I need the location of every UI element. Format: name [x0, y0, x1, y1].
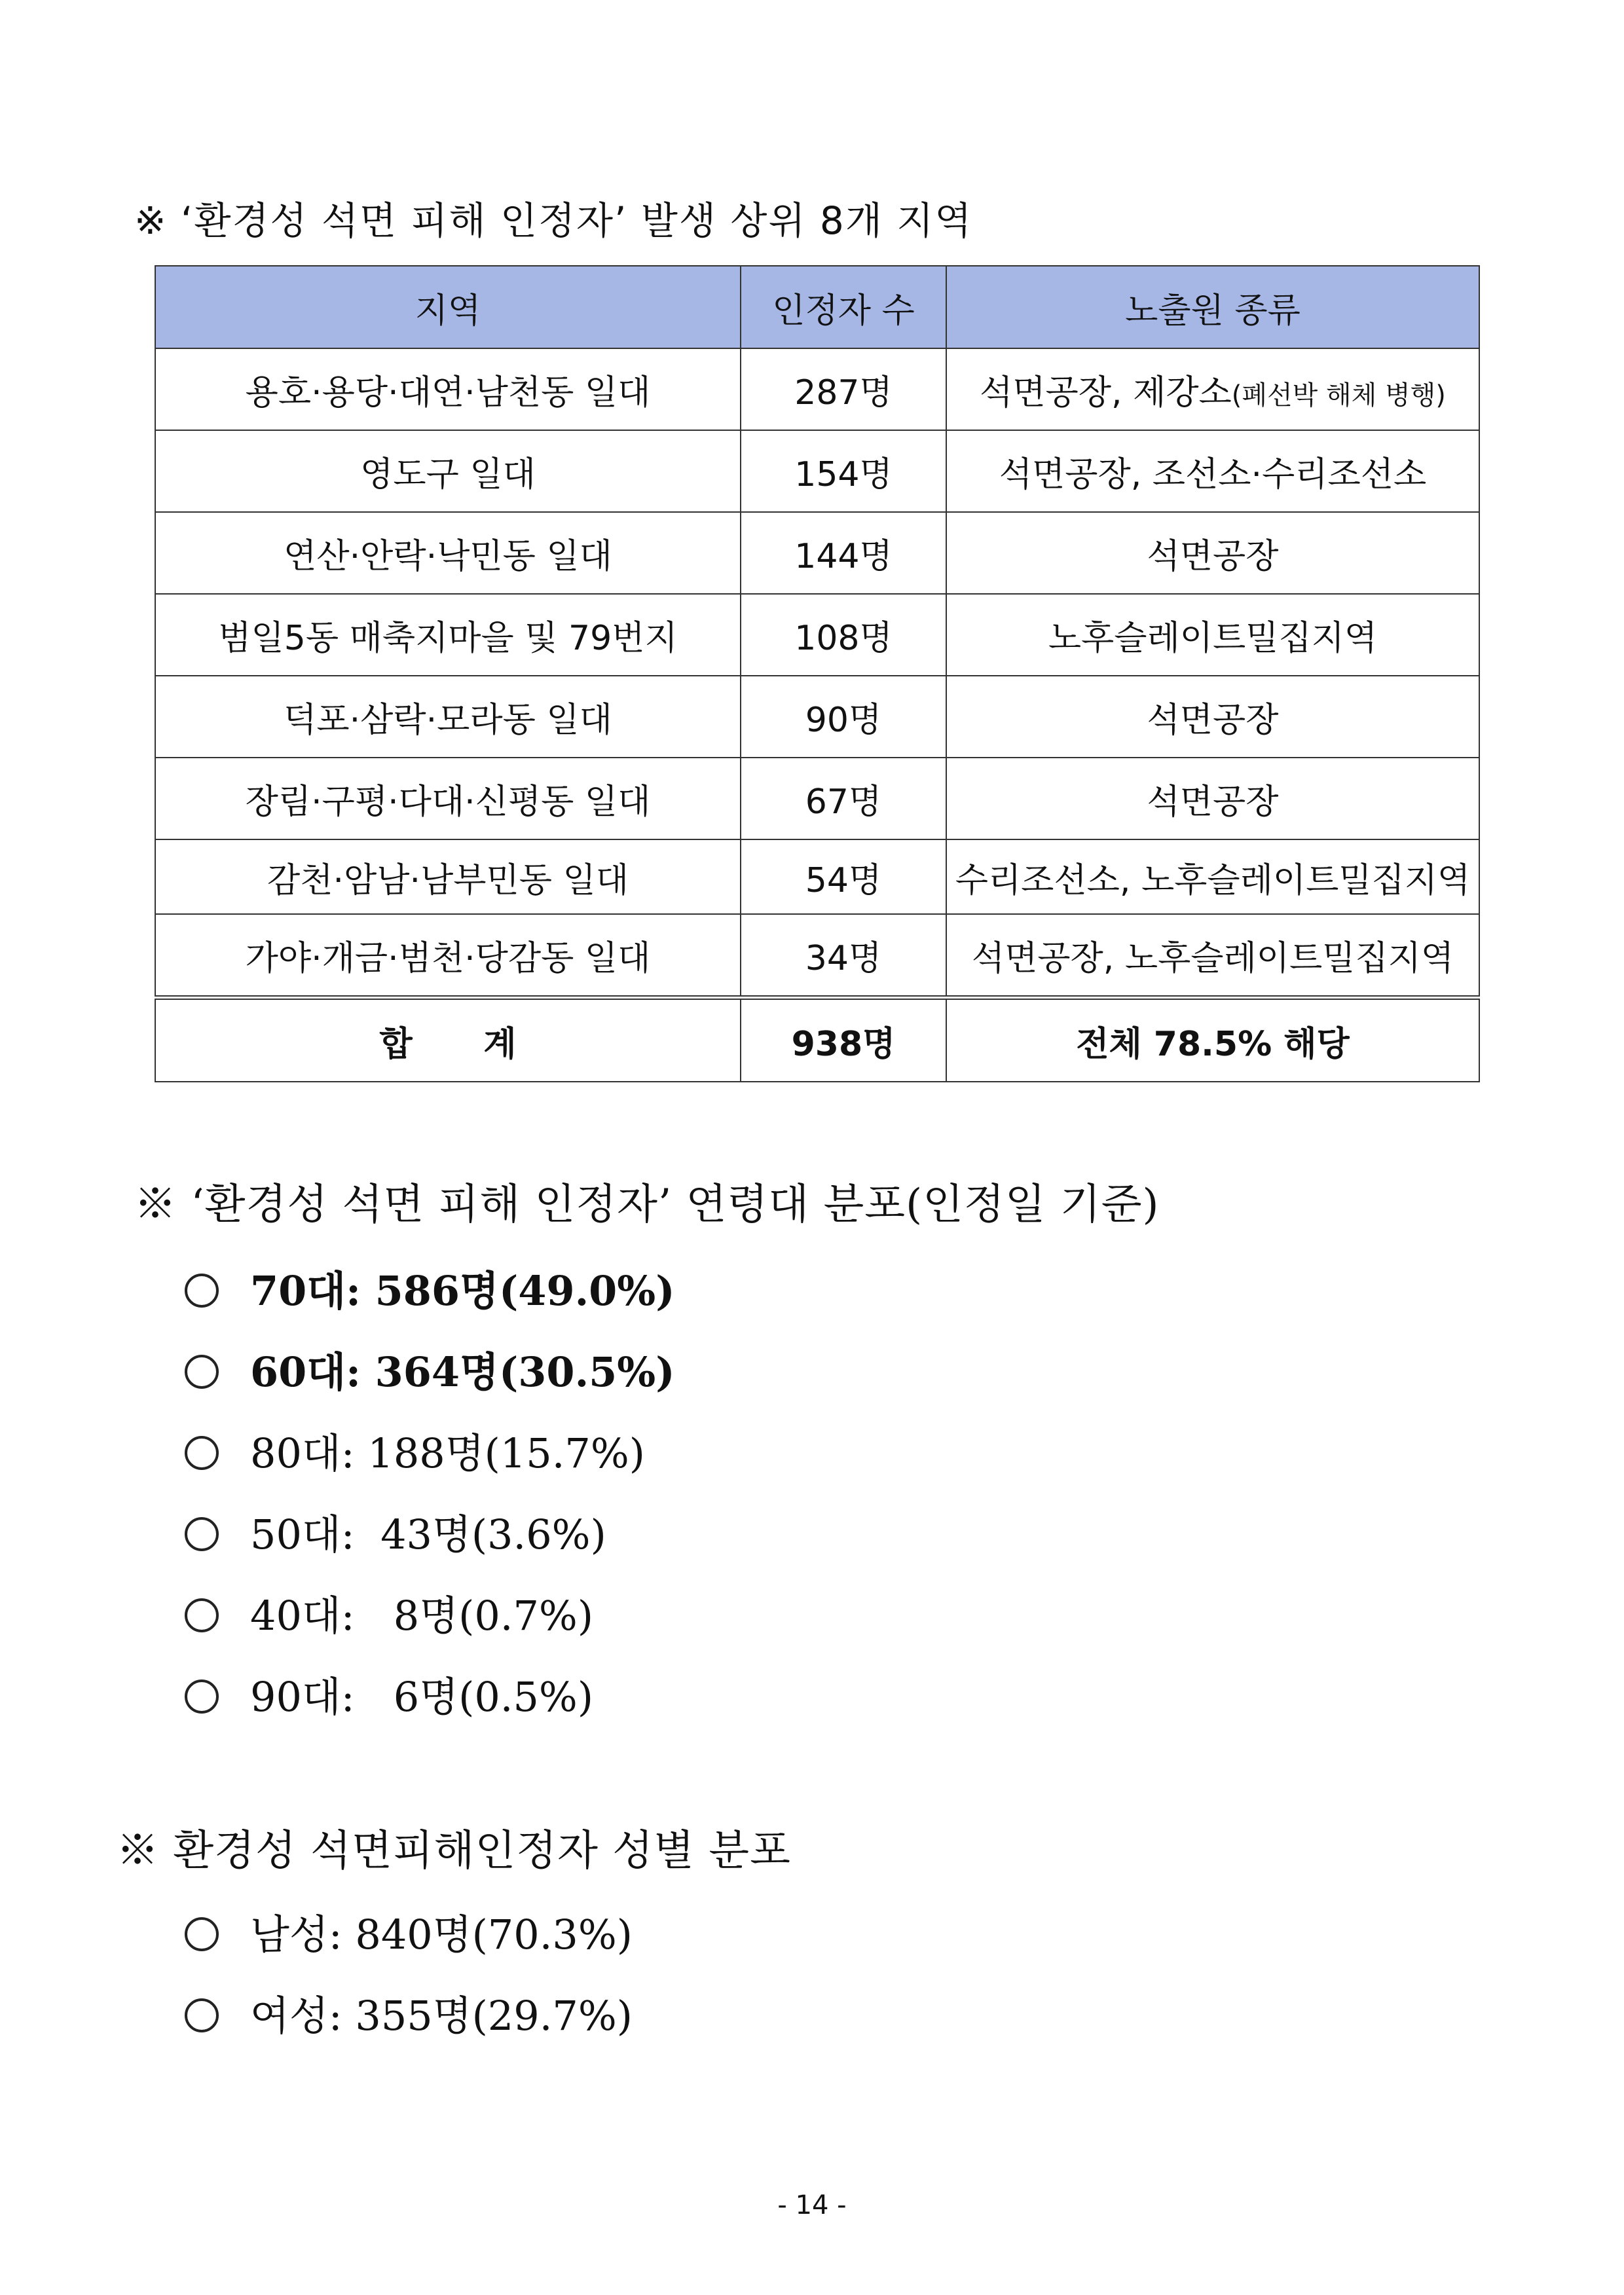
table-row — [155, 430, 1479, 512]
source-cell: 석면공장, 조선소·수리조선소 — [946, 430, 1479, 512]
age-section-title: ※ ‘환경성 석면 피해 인정자’ 연령대 분포(인정일 기준) — [134, 1181, 1160, 1229]
table-row — [155, 676, 1479, 758]
region-table — [155, 265, 1480, 1082]
table-row — [155, 839, 1479, 914]
source-cell: 석면공장 — [946, 512, 1479, 594]
age-item-text: 40대: 8명(0.7%) — [250, 1592, 594, 1640]
source-note: (폐선박 해체 병행) — [1231, 380, 1446, 411]
list-item — [185, 1421, 645, 1479]
list-item — [185, 1983, 633, 2042]
list-item — [185, 1664, 593, 1723]
count-cell: 54명 — [741, 839, 946, 914]
age-item-text: 50대: 43명(3.6%) — [250, 1511, 606, 1558]
region-cell: 장림·구평·다대·신평동 일대 — [155, 758, 741, 839]
circle-bullet-icon — [185, 1517, 219, 1551]
region-cell: 연산·안락·낙민동 일대 — [155, 512, 741, 594]
table-header-row — [155, 266, 1479, 348]
list-item — [185, 1258, 675, 1317]
region-cell: 가야·개금·범천·당감동 일대 — [155, 914, 741, 998]
source-text: 석면공장, 제강소 — [980, 373, 1232, 413]
table-row — [155, 758, 1479, 839]
total-label-text: 합 계 — [379, 1024, 517, 1064]
age-item-text: 60대: 364명(30.5%) — [250, 1348, 675, 1396]
source-cell: 석면공장 — [946, 676, 1479, 758]
page-number: - 14 - — [777, 2190, 847, 2220]
count-cell: 108명 — [741, 594, 946, 676]
circle-bullet-icon — [185, 1917, 219, 1951]
source-cell: 노후슬레이트밀집지역 — [946, 594, 1479, 676]
region-cell: 영도구 일대 — [155, 430, 741, 512]
count-cell: 287명 — [741, 348, 946, 430]
region-cell: 감천·암남·남부민동 일대 — [155, 839, 741, 914]
circle-bullet-icon — [185, 1355, 219, 1389]
source-cell — [946, 348, 1479, 430]
region-cell: 덕포·삼락·모라동 일대 — [155, 676, 741, 758]
table-row — [155, 512, 1479, 594]
table-row — [155, 914, 1479, 998]
total-count: 938명 — [741, 998, 946, 1082]
region-cell: 범일5동 매축지마을 및 79번지 — [155, 594, 741, 676]
count-cell: 34명 — [741, 914, 946, 998]
total-label — [155, 998, 741, 1082]
total-row — [155, 998, 1479, 1082]
gender-item-text: 여성: 355명(29.7%) — [250, 1992, 633, 2040]
region-cell: 용호·용당·대연·남천동 일대 — [155, 348, 741, 430]
region-table-title: ※ ‘환경성 석면 피해 인정자’ 발생 상위 8개 지역 — [134, 198, 973, 243]
source-cell: 석면공장, 노후슬레이트밀집지역 — [946, 914, 1479, 998]
header-source: 노출원 종류 — [946, 266, 1479, 348]
circle-bullet-icon — [185, 1680, 219, 1714]
list-item — [185, 1502, 606, 1560]
age-item-text: 70대: 586명(49.0%) — [250, 1267, 675, 1315]
age-item-text: 80대: 188명(15.7%) — [250, 1429, 645, 1477]
count-cell: 144명 — [741, 512, 946, 594]
source-cell: 수리조선소, 노후슬레이트밀집지역 — [946, 839, 1479, 914]
circle-bullet-icon — [185, 1274, 219, 1308]
gender-section-title: ※ 환경성 석면피해인정자 성별 분포 — [117, 1827, 791, 1875]
circle-bullet-icon — [185, 1436, 219, 1470]
header-region: 지역 — [155, 266, 741, 348]
list-item — [185, 1583, 593, 1642]
gender-item-text: 남성: 840명(70.3%) — [250, 1911, 633, 1958]
circle-bullet-icon — [185, 1598, 219, 1632]
table-row — [155, 594, 1479, 676]
total-note: 전체 78.5% 해당 — [946, 998, 1479, 1082]
circle-bullet-icon — [185, 1998, 219, 2032]
source-cell: 석면공장 — [946, 758, 1479, 839]
list-item — [185, 1902, 633, 1960]
count-cell: 90명 — [741, 676, 946, 758]
header-count: 인정자 수 — [741, 266, 946, 348]
list-item — [185, 1340, 675, 1398]
age-item-text: 90대: 6명(0.5%) — [250, 1673, 594, 1721]
count-cell: 154명 — [741, 430, 946, 512]
table-row — [155, 348, 1479, 430]
count-cell: 67명 — [741, 758, 946, 839]
